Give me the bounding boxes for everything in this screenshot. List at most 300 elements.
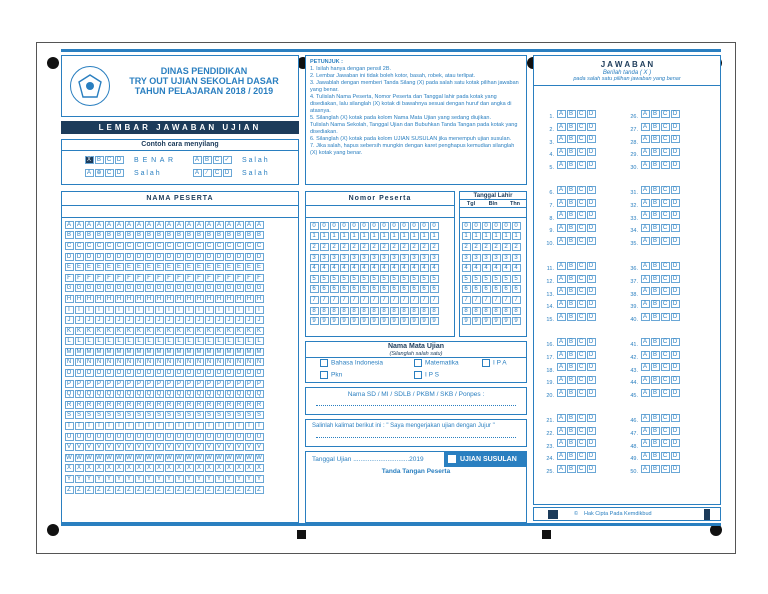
nomor-bubble[interactable]: 1 — [390, 232, 399, 240]
name-bubble[interactable]: U — [255, 433, 264, 441]
name-bubble[interactable]: Y — [155, 475, 164, 483]
name-bubble[interactable]: E — [215, 263, 224, 271]
nomor-bubble[interactable]: 9 — [410, 317, 419, 325]
name-bubble[interactable]: P — [215, 380, 224, 388]
answer-bubble[interactable]: D — [671, 376, 680, 384]
name-bubble[interactable]: F — [75, 274, 84, 282]
name-bubble[interactable]: T — [195, 422, 204, 430]
nomor-bubble[interactable]: 2 — [350, 243, 359, 251]
name-bubble[interactable]: C — [115, 242, 124, 250]
name-bubble[interactable]: U — [75, 433, 84, 441]
name-bubble[interactable]: V — [135, 443, 144, 451]
name-bubble[interactable]: Z — [65, 486, 74, 494]
answer-bubble[interactable]: C — [577, 465, 586, 473]
answer-bubble[interactable]: B — [567, 376, 576, 384]
answer-bubble[interactable]: D — [587, 135, 596, 143]
answer-bubble[interactable]: C — [661, 275, 670, 283]
answer-bubble[interactable]: D — [587, 351, 596, 359]
name-bubble[interactable]: S — [165, 411, 174, 419]
name-bubble[interactable]: F — [85, 274, 94, 282]
name-bubble[interactable]: P — [65, 380, 74, 388]
tanggal-bubble-grid[interactable] — [460, 218, 526, 327]
tanggal-bubble[interactable]: 8 — [482, 307, 491, 315]
tanggal-bubble[interactable]: 2 — [462, 243, 471, 251]
nomor-bubble[interactable]: 3 — [360, 254, 369, 262]
name-bubble[interactable]: V — [215, 443, 224, 451]
answer-bubble[interactable]: D — [587, 439, 596, 447]
name-bubble[interactable]: U — [245, 433, 254, 441]
name-bubble[interactable]: O — [185, 369, 194, 377]
name-bubble[interactable]: L — [225, 337, 234, 345]
answer-bubble[interactable]: B — [567, 389, 576, 397]
name-bubble[interactable]: N — [185, 358, 194, 366]
answer-bubble[interactable]: A — [557, 148, 566, 156]
answer-bubble[interactable]: A — [557, 363, 566, 371]
name-bubble[interactable]: Q — [245, 390, 254, 398]
name-bubble[interactable]: D — [95, 253, 104, 261]
name-bubble[interactable]: R — [145, 401, 154, 409]
tanggal-bubble[interactable]: 0 — [482, 222, 491, 230]
name-bubble[interactable]: A — [75, 221, 84, 229]
name-bubble[interactable]: S — [135, 411, 144, 419]
nomor-bubble-grid[interactable] — [306, 218, 454, 327]
answer-bubble[interactable]: D — [671, 389, 680, 397]
answer-bubble[interactable]: C — [661, 262, 670, 270]
name-bubble[interactable]: K — [205, 327, 214, 335]
answer-bubble[interactable]: C — [661, 161, 670, 169]
answer-bubble[interactable]: D — [587, 287, 596, 295]
name-bubble[interactable]: U — [185, 433, 194, 441]
name-bubble[interactable]: O — [155, 369, 164, 377]
name-bubble[interactable]: S — [85, 411, 94, 419]
tanggal-bubble[interactable]: 1 — [472, 232, 481, 240]
name-bubble[interactable]: F — [195, 274, 204, 282]
name-bubble[interactable]: W — [66, 454, 72, 461]
name-bubble[interactable]: L — [145, 337, 154, 345]
name-bubble[interactable]: O — [125, 369, 134, 377]
name-bubble[interactable]: J — [185, 316, 194, 324]
nomor-bubble[interactable]: 7 — [380, 296, 389, 304]
nomor-bubble[interactable]: 8 — [430, 307, 439, 315]
nomor-bubble[interactable]: 2 — [420, 243, 429, 251]
name-bubble[interactable]: R — [125, 401, 134, 409]
name-bubble[interactable]: V — [95, 443, 104, 451]
name-bubble[interactable]: U — [215, 433, 224, 441]
tanggal-bubble[interactable]: 4 — [492, 264, 501, 272]
name-bubble[interactable]: A — [195, 221, 204, 229]
answer-bubble[interactable]: C — [577, 376, 586, 384]
name-bubble[interactable]: F — [235, 274, 244, 282]
answer-bubble[interactable]: C — [661, 414, 670, 422]
name-bubble[interactable]: X — [225, 464, 234, 472]
nomor-bubble[interactable]: 4 — [390, 264, 399, 272]
name-bubble[interactable]: H — [135, 295, 144, 303]
name-bubble[interactable]: R — [95, 401, 104, 409]
answer-bubble[interactable]: B — [567, 237, 576, 245]
name-bubble[interactable]: N — [165, 358, 174, 366]
name-bubble[interactable]: W — [246, 454, 252, 461]
name-bubble[interactable]: T — [155, 422, 164, 430]
name-bubble[interactable]: P — [135, 380, 144, 388]
answer-bubble[interactable]: D — [671, 300, 680, 308]
name-bubble[interactable]: S — [65, 411, 74, 419]
tanggal-bubble[interactable]: 5 — [482, 275, 491, 283]
answer-bubble[interactable]: D — [671, 262, 680, 270]
name-bubble[interactable]: Q — [95, 390, 104, 398]
nomor-bubble[interactable]: 9 — [360, 317, 369, 325]
answer-bubble[interactable]: A — [641, 376, 650, 384]
name-bubble[interactable]: Y — [75, 475, 84, 483]
name-bubble[interactable]: I — [135, 306, 144, 314]
answer-bubble[interactable]: A — [641, 452, 650, 460]
name-bubble[interactable]: W — [196, 454, 202, 461]
answer-bubble[interactable]: B — [651, 351, 660, 359]
name-bubble[interactable]: B — [155, 231, 164, 239]
name-bubble[interactable]: E — [155, 263, 164, 271]
nomor-bubble[interactable]: 6 — [340, 285, 349, 293]
name-bubble[interactable]: W — [86, 454, 92, 461]
name-bubble[interactable]: U — [225, 433, 234, 441]
name-bubble[interactable]: B — [195, 231, 204, 239]
checkbox-ipa[interactable] — [482, 359, 490, 367]
name-bubble[interactable]: E — [115, 263, 124, 271]
name-bubble[interactable]: Z — [195, 486, 204, 494]
name-bubble[interactable]: T — [165, 422, 174, 430]
nomor-bubble[interactable]: 4 — [420, 264, 429, 272]
answer-bubble[interactable]: B — [567, 161, 576, 169]
name-bubble[interactable]: G — [255, 284, 264, 292]
tanggal-bubble[interactable]: 6 — [492, 285, 501, 293]
tanggal-bubble[interactable]: 0 — [512, 222, 521, 230]
name-bubble[interactable]: X — [185, 464, 194, 472]
name-bubble[interactable]: W — [166, 454, 172, 461]
answer-bubble[interactable]: D — [587, 275, 596, 283]
name-bubble[interactable]: Z — [225, 486, 234, 494]
name-bubble[interactable]: D — [65, 253, 74, 261]
name-bubble[interactable]: W — [256, 454, 262, 461]
answer-bubble[interactable]: C — [661, 300, 670, 308]
name-bubble[interactable]: M — [256, 348, 262, 355]
nomor-bubble[interactable]: 1 — [320, 232, 329, 240]
name-bubble[interactable]: U — [115, 433, 124, 441]
tanggal-bubble[interactable]: 3 — [492, 254, 501, 262]
answer-bubble[interactable]: C — [661, 338, 670, 346]
nomor-bubble[interactable]: 8 — [370, 307, 379, 315]
name-bubble[interactable]: Z — [85, 486, 94, 494]
nomor-bubble[interactable]: 3 — [400, 254, 409, 262]
name-bubble[interactable]: O — [145, 369, 154, 377]
nomor-bubble[interactable]: 4 — [360, 264, 369, 272]
name-bubble[interactable]: V — [185, 443, 194, 451]
nomor-bubble[interactable]: 4 — [370, 264, 379, 272]
name-bubble[interactable]: Q — [115, 390, 124, 398]
name-bubble[interactable]: K — [85, 327, 94, 335]
tanggal-bubble[interactable]: 2 — [472, 243, 481, 251]
name-bubble[interactable]: S — [235, 411, 244, 419]
name-bubble[interactable]: J — [135, 316, 144, 324]
name-bubble[interactable]: S — [125, 411, 134, 419]
answer-bubble[interactable]: D — [587, 376, 596, 384]
answer-bubble[interactable]: D — [587, 300, 596, 308]
name-bubble[interactable]: D — [205, 253, 214, 261]
name-bubble[interactable]: I — [215, 306, 224, 314]
answer-bubble[interactable]: A — [557, 414, 566, 422]
name-bubble[interactable]: B — [65, 231, 74, 239]
name-bubble[interactable]: N — [195, 358, 204, 366]
tanggal-bubble[interactable]: 7 — [512, 296, 521, 304]
name-bubble[interactable]: S — [95, 411, 104, 419]
name-bubble[interactable]: V — [165, 443, 174, 451]
tanggal-bubble[interactable]: 5 — [512, 275, 521, 283]
name-bubble[interactable]: Y — [145, 475, 154, 483]
name-bubble[interactable]: C — [145, 242, 154, 250]
nomor-bubble[interactable]: 5 — [400, 275, 409, 283]
name-bubble[interactable]: L — [155, 337, 164, 345]
name-bubble[interactable]: D — [125, 253, 134, 261]
name-bubble[interactable]: M — [76, 348, 82, 355]
name-bubble[interactable]: V — [115, 443, 124, 451]
answer-bubble[interactable]: D — [587, 224, 596, 232]
name-bubble[interactable]: G — [95, 284, 104, 292]
name-bubble[interactable]: O — [205, 369, 214, 377]
name-bubble-grid[interactable] — [62, 218, 298, 495]
name-bubble[interactable]: X — [165, 464, 174, 472]
name-bubble[interactable]: U — [125, 433, 134, 441]
name-bubble[interactable]: M — [126, 348, 132, 355]
name-bubble[interactable]: X — [215, 464, 224, 472]
tanggal-bubble[interactable]: 8 — [512, 307, 521, 315]
answer-bubble[interactable]: A — [557, 338, 566, 346]
answer-bubble[interactable]: C — [661, 135, 670, 143]
name-bubble[interactable]: T — [225, 422, 234, 430]
answer-bubble[interactable]: B — [567, 452, 576, 460]
answer-bubble[interactable]: B — [651, 148, 660, 156]
tanggal-write-row[interactable] — [460, 208, 526, 218]
name-bubble[interactable]: U — [235, 433, 244, 441]
answer-bubble[interactable]: B — [651, 376, 660, 384]
answer-bubble[interactable]: B — [567, 439, 576, 447]
nomor-bubble[interactable]: 5 — [340, 275, 349, 283]
name-bubble[interactable]: N — [255, 358, 264, 366]
answer-bubble[interactable]: B — [567, 199, 576, 207]
name-bubble[interactable]: X — [245, 464, 254, 472]
name-bubble[interactable]: Z — [95, 486, 104, 494]
name-bubble[interactable]: D — [145, 253, 154, 261]
nomor-bubble[interactable]: 6 — [350, 285, 359, 293]
answer-bubble[interactable]: B — [651, 389, 660, 397]
name-bubble[interactable]: W — [186, 454, 192, 461]
answer-bubble[interactable]: C — [661, 427, 670, 435]
answer-bubble[interactable]: A — [557, 237, 566, 245]
tanggal-bubble[interactable]: 8 — [502, 307, 511, 315]
name-bubble[interactable]: F — [125, 274, 134, 282]
name-bubble[interactable]: P — [145, 380, 154, 388]
name-bubble[interactable]: R — [225, 401, 234, 409]
name-bubble[interactable]: R — [155, 401, 164, 409]
answer-bubble[interactable]: D — [671, 338, 680, 346]
tanggal-bubble[interactable]: 6 — [502, 285, 511, 293]
answer-bubble[interactable]: C — [661, 363, 670, 371]
answer-bubble[interactable]: A — [557, 439, 566, 447]
nomor-bubble[interactable]: 2 — [320, 243, 329, 251]
name-bubble[interactable]: K — [75, 327, 84, 335]
answer-bubble[interactable]: C — [577, 123, 586, 131]
name-bubble[interactable]: P — [255, 380, 264, 388]
name-bubble[interactable]: V — [155, 443, 164, 451]
answer-bubble[interactable]: B — [567, 287, 576, 295]
tanggal-bubble[interactable]: 8 — [492, 307, 501, 315]
tanggal-bubble[interactable]: 4 — [462, 264, 471, 272]
name-bubble[interactable]: N — [145, 358, 154, 366]
name-bubble[interactable]: C — [255, 242, 264, 250]
nomor-bubble[interactable]: 4 — [380, 264, 389, 272]
name-bubble[interactable]: B — [165, 231, 174, 239]
name-bubble[interactable]: X — [95, 464, 104, 472]
answer-bubble[interactable]: D — [587, 148, 596, 156]
tanggal-bubble[interactable]: 1 — [492, 232, 501, 240]
name-bubble[interactable]: O — [245, 369, 254, 377]
name-bubble[interactable]: Z — [175, 486, 184, 494]
tanggal-bubble[interactable]: 1 — [512, 232, 521, 240]
name-bubble[interactable]: J — [115, 316, 124, 324]
name-bubble[interactable]: G — [145, 284, 154, 292]
tanggal-bubble[interactable]: 6 — [512, 285, 521, 293]
nomor-bubble[interactable]: 6 — [370, 285, 379, 293]
name-bubble[interactable]: Z — [255, 486, 264, 494]
name-bubble[interactable]: G — [105, 284, 114, 292]
tanggal-bubble[interactable]: 9 — [492, 317, 501, 325]
sekolah-panel[interactable] — [305, 387, 527, 415]
nomor-bubble[interactable]: 4 — [430, 264, 439, 272]
answer-bubble[interactable]: B — [651, 300, 660, 308]
name-bubble[interactable]: G — [75, 284, 84, 292]
name-bubble[interactable]: Z — [135, 486, 144, 494]
answer-bubble[interactable]: D — [671, 363, 680, 371]
nomor-bubble[interactable]: 1 — [420, 232, 429, 240]
nomor-bubble[interactable]: 1 — [370, 232, 379, 240]
name-bubble[interactable]: E — [225, 263, 234, 271]
name-bubble[interactable]: U — [145, 433, 154, 441]
answer-bubble[interactable]: D — [587, 414, 596, 422]
name-bubble[interactable]: C — [125, 242, 134, 250]
name-bubble[interactable]: U — [105, 433, 114, 441]
name-bubble[interactable]: R — [115, 401, 124, 409]
name-bubble[interactable]: O — [225, 369, 234, 377]
name-bubble[interactable]: R — [255, 401, 264, 409]
name-bubble[interactable]: G — [225, 284, 234, 292]
name-bubble[interactable]: T — [125, 422, 134, 430]
name-bubble[interactable]: K — [145, 327, 154, 335]
name-bubble[interactable]: F — [105, 274, 114, 282]
nomor-bubble[interactable]: 6 — [400, 285, 409, 293]
answer-bubble[interactable]: A — [641, 237, 650, 245]
name-bubble[interactable]: U — [175, 433, 184, 441]
tanggal-bubble[interactable]: 1 — [502, 232, 511, 240]
name-bubble[interactable]: I — [115, 306, 124, 314]
name-bubble[interactable]: T — [65, 422, 74, 430]
tanggal-bubble[interactable]: 4 — [512, 264, 521, 272]
nomor-bubble[interactable]: 9 — [330, 317, 339, 325]
answer-bubble[interactable]: C — [577, 224, 586, 232]
name-bubble[interactable]: E — [125, 263, 134, 271]
answer-bubble[interactable]: B — [567, 262, 576, 270]
nomor-bubble[interactable]: 3 — [420, 254, 429, 262]
answer-bubble[interactable]: A — [641, 338, 650, 346]
name-bubble[interactable]: Z — [145, 486, 154, 494]
name-bubble[interactable]: G — [165, 284, 174, 292]
answer-bubble[interactable]: A — [641, 161, 650, 169]
name-bubble[interactable]: X — [85, 464, 94, 472]
name-bubble[interactable]: C — [105, 242, 114, 250]
nomor-bubble[interactable]: 7 — [340, 296, 349, 304]
name-bubble[interactable]: X — [105, 464, 114, 472]
tanggal-bubble[interactable]: 4 — [482, 264, 491, 272]
name-bubble[interactable]: F — [115, 274, 124, 282]
nomor-bubble[interactable]: 3 — [430, 254, 439, 262]
answer-bubble[interactable]: B — [651, 427, 660, 435]
answer-bubble[interactable]: B — [651, 439, 660, 447]
answer-bubble[interactable]: A — [557, 224, 566, 232]
name-bubble[interactable]: E — [255, 263, 264, 271]
name-bubble[interactable]: I — [85, 306, 94, 314]
nomor-bubble[interactable]: 2 — [370, 243, 379, 251]
name-bubble[interactable]: L — [85, 337, 94, 345]
name-bubble[interactable]: D — [175, 253, 184, 261]
answer-bubble[interactable]: B — [651, 275, 660, 283]
answer-bubble[interactable]: C — [577, 262, 586, 270]
checkbox-matematika[interactable] — [414, 359, 422, 367]
name-bubble[interactable]: Y — [125, 475, 134, 483]
name-bubble[interactable]: X — [175, 464, 184, 472]
nomor-bubble[interactable]: 9 — [380, 317, 389, 325]
answer-bubble[interactable]: A — [641, 135, 650, 143]
answer-bubble[interactable]: C — [661, 123, 670, 131]
name-bubble[interactable]: K — [155, 327, 164, 335]
name-bubble[interactable]: A — [225, 221, 234, 229]
tanggal-bubble[interactable]: 4 — [472, 264, 481, 272]
name-bubble[interactable]: M — [66, 348, 72, 355]
name-bubble[interactable]: B — [205, 231, 214, 239]
answer-bubble[interactable]: A — [557, 313, 566, 321]
tanggal-bubble[interactable]: 3 — [512, 254, 521, 262]
tanggal-bubble[interactable]: 6 — [472, 285, 481, 293]
answer-bubble[interactable]: B — [567, 465, 576, 473]
name-bubble[interactable]: T — [95, 422, 104, 430]
tanggal-bubble[interactable]: 9 — [462, 317, 471, 325]
name-bubble[interactable]: K — [195, 327, 204, 335]
name-bubble[interactable]: T — [215, 422, 224, 430]
name-bubble[interactable]: C — [235, 242, 244, 250]
name-bubble[interactable]: S — [115, 411, 124, 419]
salin-panel[interactable] — [305, 419, 527, 447]
nomor-bubble[interactable]: 5 — [410, 275, 419, 283]
nomor-bubble[interactable]: 6 — [420, 285, 429, 293]
nomor-bubble[interactable]: 6 — [410, 285, 419, 293]
name-bubble[interactable]: T — [75, 422, 84, 430]
name-bubble[interactable]: A — [155, 221, 164, 229]
answer-bubble[interactable]: B — [651, 224, 660, 232]
name-bubble[interactable]: T — [235, 422, 244, 430]
answer-bubble[interactable]: D — [671, 465, 680, 473]
susulan-checkbox[interactable] — [448, 455, 456, 463]
tanggal-bubble[interactable]: 1 — [462, 232, 471, 240]
name-bubble[interactable]: Y — [215, 475, 224, 483]
name-bubble[interactable]: P — [245, 380, 254, 388]
answer-bubble[interactable]: A — [557, 186, 566, 194]
nomor-bubble[interactable]: 7 — [360, 296, 369, 304]
name-bubble[interactable]: X — [75, 464, 84, 472]
tanggal-bubble[interactable]: 2 — [492, 243, 501, 251]
